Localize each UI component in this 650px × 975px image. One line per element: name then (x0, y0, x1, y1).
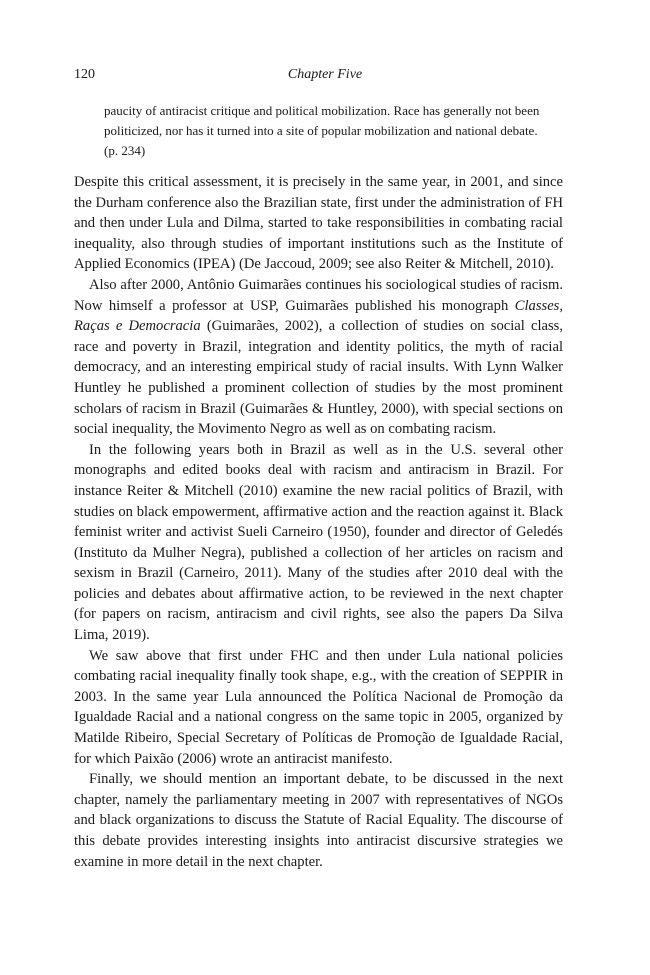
book-title: Classes, Raças e Democracia (74, 297, 563, 335)
paragraph-2 (74, 275, 563, 440)
paragraph-2-text-after: (Guimarães, 2002), a collection of studies on social class, race and poverty in Brazil, integration and identity politics, the myth of racial democracy, and an interesting empirical study of racial insults. With Lynn Walker Huntley he published a prominent collection of studies by the most prominent scholars of racism in Brazil (Guimarães & Huntley, 2000), with special sections on social inequality, the Movimento Negro as well as on combating racism. (74, 318, 564, 438)
main-text (74, 172, 563, 872)
block-quote: paucity of antiracist critique and political mobilization. Race has generally not been politicized, nor has it turned into a site of popular mobilization and national debate. (p. 234) (104, 103, 540, 158)
paragraph-3: In the following years both in Brazil as well as in the U.S. several other monographs and edited books deal with racism and antiracism in Brazil. For instance Reiter & Mitchell (2010) examine the new racial politics of Brazil, with studies on black empowerment, affirmative action and the reaction against it. Black feminist writer and activist Sueli Carneiro (1950), founder and director of Geledés (Instituto da Mulher Negra), published a collection of her articles on racism and sexism in Brazil (Carneiro, 2011). Many of the studies after 2010 deal with the policies and debates about affirmative action, to be reviewed in the next chapter (for papers on racism, antiracism and civil rights, see also the papers Da Silva Lima, 2019). (74, 441, 563, 644)
paragraph-5: Finally, we should mention an important debate, to be discussed in the next chapter, namely the parliamentary meeting in 2007 with representatives of NGOs and black organizations to discuss the Statute of Racial Equality. The discourse of this debate provides interesting insights into antiracist discursive strategies we examine in more detail in the next chapter. (74, 771, 563, 870)
paragraph-1: Despite this critical assessment, it is precisely in the same year, in 2001, and since the Durham conference also the Brazilian state, first under the administration of FH and then under Lula and Dilma, started to take responsibilities in combating racial inequality, also through studies of important institutions such as the Institute of Applied Economics (IPEA) (De Jaccoud, 2009; see also Reiter & Mitchell, 2010). (74, 174, 563, 273)
running-head-title: Chapter Five (287, 67, 363, 82)
paragraph-2-text-before: Also after 2000, Antônio Guimarães continues his sociological studies of racism. Now himself a professor at USP, Guimarães published his monograph (74, 276, 563, 314)
page-number: 120 (74, 67, 95, 82)
paragraph-4: We saw above that first under FHC and then under Lula national policies combating racial inequality finally took shape, e.g., with the creation of SEPPIR in 2003. In the same year Lula announced the Política Nacional de Promoção da Igualdade Racial and a national congress on the same topic in 2005, organized by Matilde Ribeiro, Special Secretary of Políticas de Promoção de Igualdade Racial, for which Paixão (2006) wrote an antiracist manifesto. (74, 647, 563, 767)
